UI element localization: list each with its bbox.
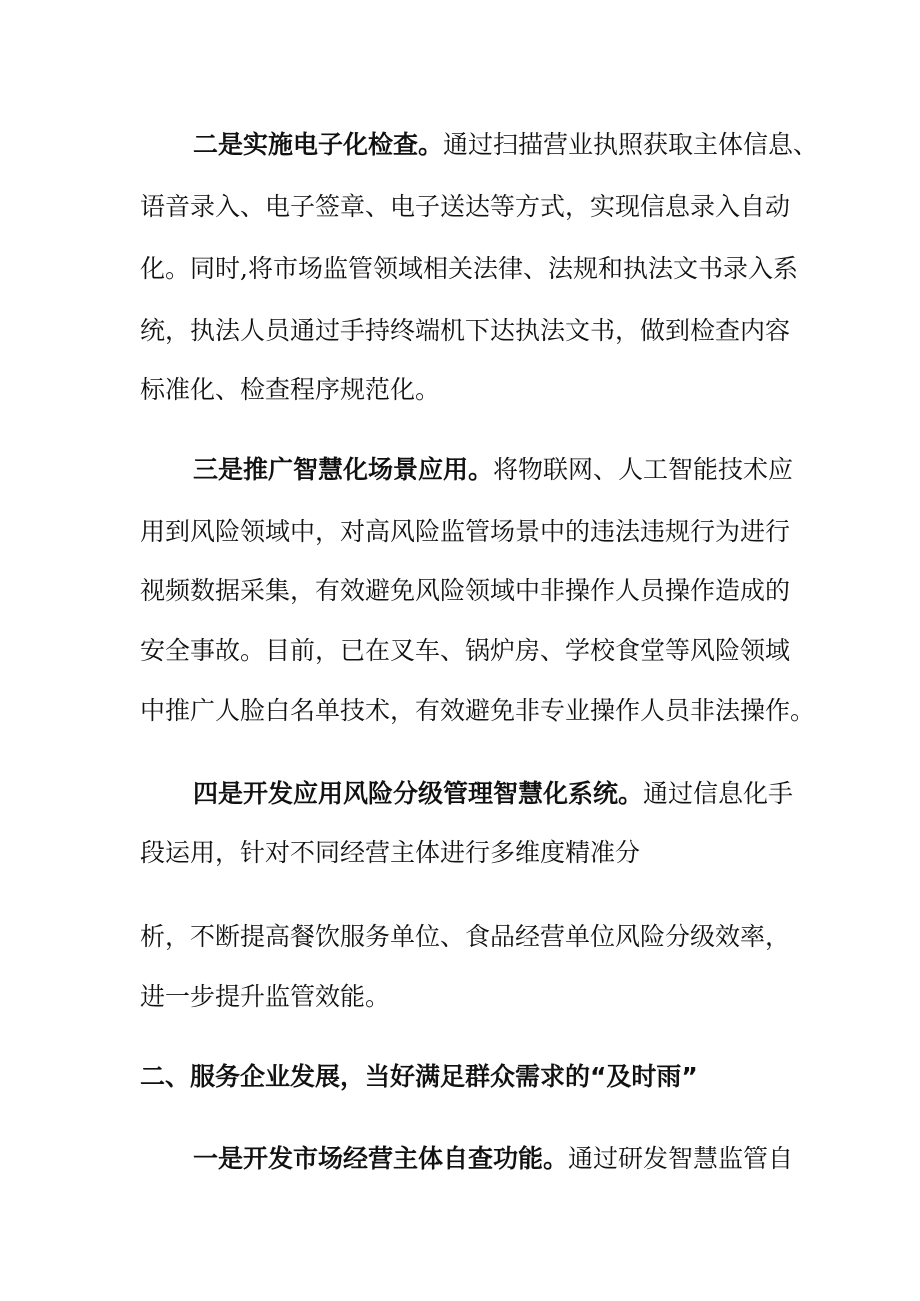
p3-bold-lead: 三是推广智慧化场景应用。 [193, 455, 494, 484]
p2-line-2: 语音录入、电子签章、电子送达等方式，实现信息录入自动 [140, 192, 791, 221]
p4-line-3: 析，不断提高餐饮服务单位、食品经营单位风险分级效率， [140, 922, 791, 951]
p4-line-2: 段运用，针对不同经营主体进行多维度精准分 [140, 838, 641, 867]
p4-text: 通过信息化手 [643, 779, 794, 808]
p4-line-4: 进一步提升监管效能。 [140, 982, 391, 1011]
p4-bold-lead: 四是开发应用风险分级管理智慧化系统。 [193, 779, 644, 808]
p2-bold-lead: 二是实施电子化检查。 [193, 130, 444, 159]
p2-line-3: 化。同时,将市场监管领域相关法律、法规和执法文书录入系 [140, 254, 798, 283]
p3-line-2: 用到风险领域中，对高风险监管场景中的违法违规行为进行 [140, 517, 791, 546]
p3-line-4: 安全事故。目前，已在叉车、锅炉房、学校食堂等风险领域 [140, 636, 791, 665]
section-heading: 二、服务企业发展，当好满足群众需求的“及时雨” [140, 1062, 698, 1091]
p2-line-5: 标准化、检查程序规范化。 [140, 375, 441, 404]
p5-bold-lead: 一是开发市场经营主体自查功能。 [193, 1144, 569, 1173]
p2-line-4: 统，执法人员通过手持终端机下达执法文书，做到检查内容 [140, 316, 791, 345]
p5-text: 通过研发智慧监管自 [568, 1144, 794, 1173]
p3-line-3: 视频数据采集，有效避免风险领域中非操作人员操作造成的 [140, 576, 791, 605]
p3-line-1 [193, 453, 793, 487]
p4-line-1 [193, 777, 793, 811]
p2-line-1 [193, 128, 818, 162]
p2-text: 通过扫描营业执照获取主体信息、 [443, 130, 819, 159]
p3-line-5: 中推广人脸白名单技术，有效避免非专业操作人员非法操作。 [140, 696, 816, 725]
p3-text: 将物联网、人工智能技术应 [493, 455, 794, 484]
p5-line-1 [193, 1142, 793, 1176]
